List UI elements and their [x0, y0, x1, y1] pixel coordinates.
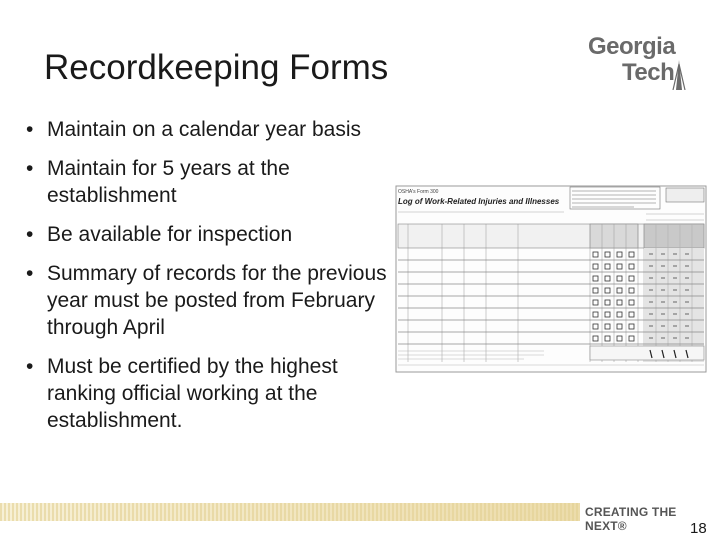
bullet-list: [26, 116, 396, 446]
logo-line-2: Tech: [622, 59, 675, 86]
bullet-item: [26, 116, 396, 143]
bullet-item: [26, 353, 396, 434]
bullet-item: [26, 221, 396, 248]
bullet-text: Be available for inspection: [47, 223, 293, 246]
footer-pattern-strip: [0, 503, 580, 521]
georgia-tech-logo: [588, 34, 684, 92]
bullet-dot: •: [26, 223, 34, 246]
bullet-dot: •: [26, 157, 34, 180]
bullet-text: Summary of records for the previous year must be posted from February through April: [47, 262, 387, 339]
osha-300-form-image: [394, 184, 708, 376]
page-number: 18: [690, 520, 707, 537]
bullet-dot: •: [26, 355, 34, 378]
bullet-item: [26, 155, 396, 209]
bullet-text: Maintain for 5 years at the establishment: [47, 157, 290, 207]
bullet-dot: •: [26, 118, 34, 141]
bullet-dot: •: [26, 262, 34, 285]
form-heading-text: Log of Work-Related Injuries and Illnesses: [398, 197, 560, 206]
bullet-text: Must be certified by the highest ranking official working at the establishment.: [47, 355, 338, 432]
tech-tower-icon: [672, 60, 686, 90]
footer-tagline: CREATING THE NEXT®: [585, 505, 677, 533]
slide-title: Recordkeeping Forms: [44, 48, 389, 87]
bullet-item: [26, 260, 396, 341]
logo-line-1: Georgia: [588, 33, 676, 60]
bullet-text: Maintain on a calendar year basis: [47, 118, 362, 141]
form-number-text: OSHA's Form 300: [398, 189, 439, 195]
